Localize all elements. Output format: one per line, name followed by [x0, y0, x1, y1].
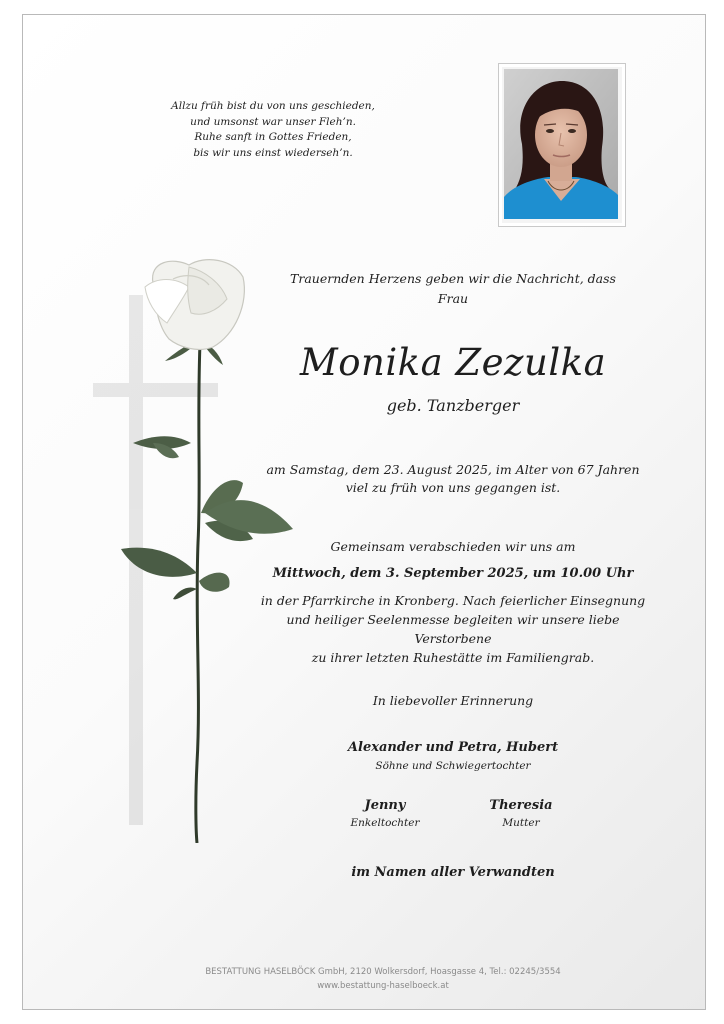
mourner-name: Jenny [364, 798, 406, 813]
service-line: in der Pfarrkirche in Kronberg. Nach feierlicher Einsegnung [260, 593, 646, 608]
service-line: und heiliger Seelenmesse begleiten wir unsere liebe Verstorbene [286, 612, 620, 646]
deceased-name: Monika Zezulka [299, 341, 607, 384]
closing-line: im Namen aller Verwandten [351, 865, 555, 880]
birth-name: geb. Tanzberger [386, 396, 520, 415]
mourner-jenny [315, 797, 455, 831]
mourner-relation: Mutter [502, 817, 540, 829]
mourner-main-names: Alexander und Petra, Hubert [347, 740, 559, 755]
funeral-date: Mittwoch, dem 3. September 2025, um 10.00 Uhr [272, 566, 634, 581]
death-notice [253, 461, 653, 497]
portrait-frame [498, 63, 626, 227]
poem-line: und umsonst war unser Fleh’n. [190, 115, 356, 128]
death-line: am Samstag, dem 23. August 2025, im Alter von 67 Jahren [266, 462, 640, 477]
poem-line: Ruhe sanft in Gottes Frieden, [194, 131, 352, 143]
farewell-intro: Gemeinsam verabschieden wir uns am [330, 539, 576, 554]
footer-website: www.bestattung-haselboeck.at [317, 981, 449, 991]
intro-line: Trauernden Herzens geben wir die Nachricht, dass [290, 271, 616, 286]
mourner-theresia [451, 797, 591, 831]
death-line: viel zu früh von uns gegangen ist. [345, 480, 561, 495]
memory-heading: In liebevoller Erinnerung [372, 693, 534, 708]
mourner-name: Theresia [489, 798, 553, 813]
announcement-intro [263, 269, 643, 309]
mourner-relation: Enkeltochter [350, 817, 420, 829]
footer-company: BESTATTUNG HASELBÖCK GmbH, 2120 Wolkersdorf, Hoasgasse 4, Tel.: 02245/3554 [205, 967, 561, 977]
service-details [253, 591, 653, 667]
portrait-illustration [504, 69, 618, 219]
portrait-photo [504, 69, 618, 219]
intro-title: Frau [437, 291, 469, 306]
footer [163, 965, 603, 993]
poem-line: Allzu früh bist du von uns geschieden, [171, 100, 375, 112]
poem-line: bis wir uns einst wiederseh’n. [193, 146, 353, 159]
mourner-main-relation: Söhne und Schwiegertochter [375, 760, 531, 772]
service-line: zu ihrer letzten Ruhestätte im Familiengrab. [311, 650, 595, 665]
poem [153, 99, 393, 161]
obituary-card [22, 14, 706, 1010]
